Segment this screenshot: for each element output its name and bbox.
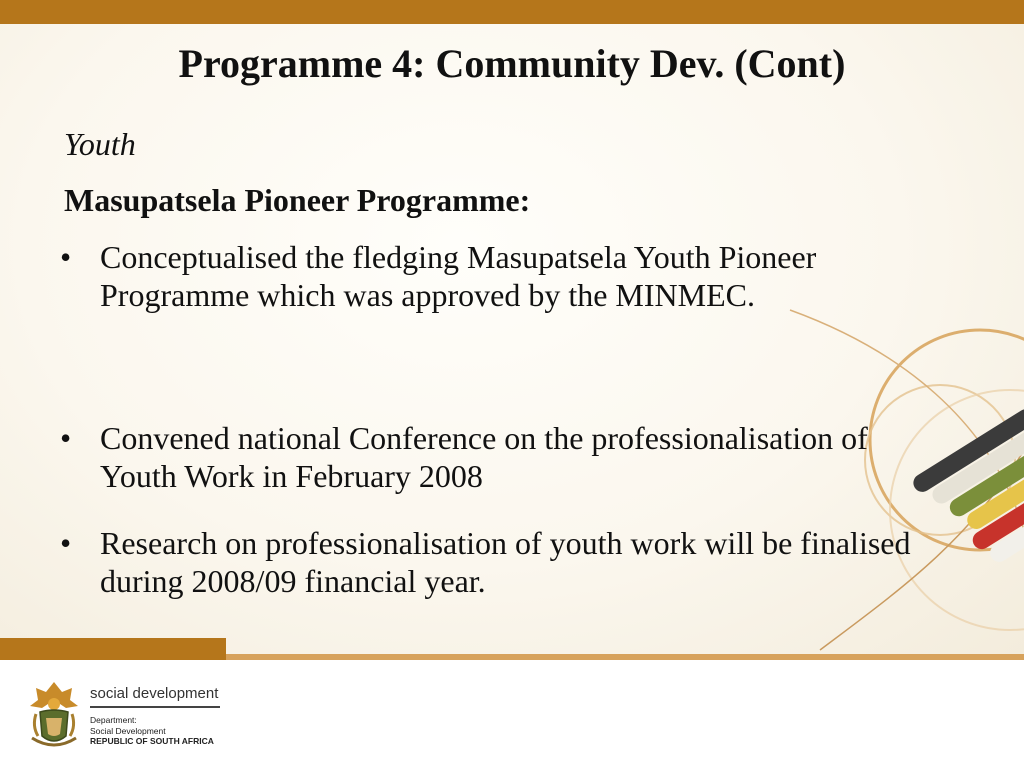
bullet-text: Convened national Conference on the professionalisation of Youth Work in February 2008 [100,420,868,495]
subheading: Masupatsela Pioneer Programme: [64,182,531,218]
department-label: Department: [90,715,137,725]
bullet-item [60,524,940,601]
slide-title: Programme 4: Community Dev. (Cont) [178,41,846,86]
bullet-item [60,238,940,315]
top-accent-bar [0,0,1024,24]
bullet-text: Research on professionalisation of youth work will be finalised during 2008/09 financial year. [100,525,911,600]
coat-of-arms-icon [26,678,82,754]
section-label: Youth [64,126,136,162]
brand-name: social development [90,685,219,702]
department-name: Social Development [90,725,166,736]
bullet-icon: • [60,239,72,275]
bullet-icon: • [60,525,72,561]
bullet-icon: • [60,420,72,456]
country-name: REPUBLIC OF SOUTH AFRICA [90,736,214,747]
bullet-item [60,419,940,496]
bullet-text: Conceptualised the fledging Masupatsela Youth Pioneer Programme which was approved by the MINMEC. [100,239,817,314]
brand-divider [90,706,220,708]
department-block [90,715,214,747]
footer [0,660,1024,768]
bottom-accent-bar [0,638,226,660]
